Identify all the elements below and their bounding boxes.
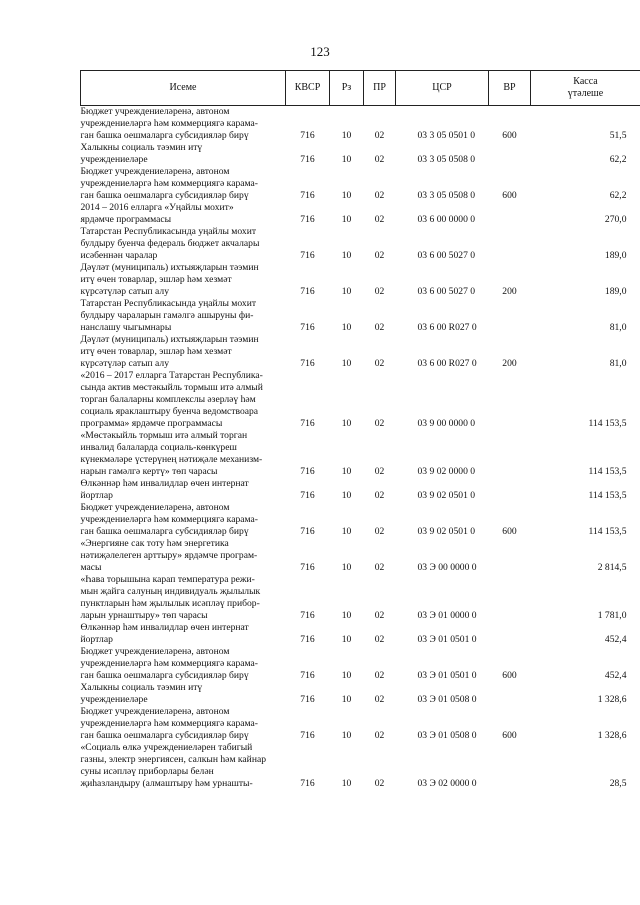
row-name: Бюджет учреждениеләренә, автоном учреждениеләргә һәм коммерциягә карама- ган башка оешмаларга субсидияләр бирү [80, 502, 258, 537]
header-amount-line2: үтәлеше [567, 88, 604, 99]
table-row [81, 142, 640, 166]
table-row [81, 166, 640, 202]
table-row [81, 538, 640, 574]
row-rz: 10 [341, 670, 352, 681]
row-kvsr: 716 [300, 286, 315, 297]
table-row [81, 682, 640, 706]
table-row [81, 742, 640, 790]
row-amount: 189,0 [604, 250, 627, 261]
budget-table [80, 70, 640, 790]
row-name: Татарстан Республикасында уңайлы мохит булдыру чараларын гамәлгә ашыруны фи- нанслашу чыгымнары [80, 298, 257, 333]
row-name: Бюджет учреждениеләренә, автоном учреждениеләргә һәм коммерциягә карама- ган башка оешмаларга субсидияләр бирү [80, 706, 258, 741]
row-amount: 270,0 [604, 214, 627, 225]
row-kvsr: 716 [300, 694, 315, 705]
row-name: Өлкәннәр һәм инвалидлар өчен интернат йортлар [80, 622, 249, 645]
header-amount [531, 71, 640, 106]
row-name: Дәүләт (муниципаль) ихтыяҗларын тәэмин итү өчен товарлар, эшләр һәм хезмәт күрсәтүләр сатып алу [80, 334, 259, 369]
header-name: Исеме [81, 71, 286, 106]
row-amount: 114 153,5 [588, 526, 627, 537]
table-row [81, 298, 640, 334]
row-pr: 02 [374, 490, 385, 501]
header-kvsr: КВСР [286, 71, 330, 106]
row-name: «2016 – 2017 елларга Татарстан Республика- сында актив мөстәкыйль тормыш итә алмый торган балаларны комплекслы әзерләү һәм социаль яраклаштыру буенча ведомствоара программа» ярдәмче программасы [80, 370, 263, 429]
row-name: Өлкәннәр һәм инвалидлар өчен интернат йортлар [80, 478, 249, 501]
row-pr: 02 [374, 778, 385, 789]
table-row [81, 430, 640, 478]
row-rz: 10 [341, 130, 352, 141]
row-csr: 03 Э 01 0501 0 [417, 670, 477, 681]
row-rz: 10 [341, 250, 352, 261]
row-pr: 02 [374, 610, 385, 621]
row-pr: 02 [374, 526, 385, 537]
row-pr: 02 [374, 154, 385, 165]
row-csr: 03 Э 00 0000 0 [417, 562, 477, 573]
row-kvsr: 716 [300, 214, 315, 225]
table-row [81, 478, 640, 502]
row-csr: 03 3 05 0508 0 [417, 154, 476, 165]
table-row [81, 370, 640, 430]
row-name: «Мөстәкыйль тормыш итә алмый торган инвалид балаларда социаль-көнкүреш күнекмәләре үстерүнең нәтиҗәле механизм- нарын гамәлгә кертү» төп чарасы [80, 430, 263, 477]
row-vr: 200 [502, 358, 517, 369]
row-rz: 10 [341, 418, 352, 429]
row-pr: 02 [374, 358, 385, 369]
table-row [81, 334, 640, 370]
row-csr: 03 Э 01 0000 0 [417, 610, 477, 621]
row-kvsr: 716 [300, 154, 315, 165]
row-vr: 600 [502, 526, 517, 537]
row-rz: 10 [341, 214, 352, 225]
row-kvsr: 716 [300, 730, 315, 741]
row-kvsr: 716 [300, 418, 315, 429]
row-kvsr: 716 [300, 466, 315, 477]
table-row [81, 706, 640, 742]
header-rz: Рз [330, 71, 364, 106]
row-kvsr: 716 [300, 358, 315, 369]
row-vr: 600 [502, 730, 517, 741]
row-vr [489, 430, 531, 478]
row-csr: 03 3 05 0508 0 [417, 190, 476, 201]
row-vr [489, 478, 531, 502]
row-rz: 10 [341, 190, 352, 201]
row-rz: 10 [341, 778, 352, 789]
row-pr: 02 [374, 562, 385, 573]
row-amount: 62,2 [609, 190, 627, 201]
row-pr: 02 [374, 250, 385, 261]
row-amount: 1 328,6 [597, 730, 627, 741]
row-kvsr: 716 [300, 562, 315, 573]
page-number: 123 [310, 44, 330, 59]
row-vr [489, 742, 531, 790]
row-name: Бюджет учреждениеләренә, автоном учреждениеләргә һәм коммерциягә карама- ган башка оешмаларга субсидияләр бирү [80, 106, 258, 141]
row-pr: 02 [374, 466, 385, 477]
row-csr: 03 6 00 R027 0 [417, 358, 477, 369]
row-kvsr: 716 [300, 526, 315, 537]
row-pr: 02 [374, 190, 385, 201]
row-kvsr: 716 [300, 490, 315, 501]
row-kvsr: 716 [300, 190, 315, 201]
table-row [81, 202, 640, 226]
row-kvsr: 716 [300, 250, 315, 261]
header-csr: ЦСР [396, 71, 489, 106]
row-rz: 10 [341, 730, 352, 741]
row-rz: 10 [341, 322, 352, 333]
row-kvsr: 716 [300, 322, 315, 333]
row-amount: 189,0 [604, 286, 627, 297]
row-csr: 03 Э 01 0508 0 [417, 694, 477, 705]
row-csr: 03 Э 02 0000 0 [417, 778, 477, 789]
row-vr: 200 [502, 286, 517, 297]
row-pr: 02 [374, 286, 385, 297]
table-header-row [81, 71, 640, 106]
row-vr: 600 [502, 190, 517, 201]
row-csr: 03 9 02 0501 0 [417, 526, 476, 537]
table-body [81, 106, 640, 791]
row-pr: 02 [374, 670, 385, 681]
row-amount: 81,0 [609, 322, 627, 333]
row-amount: 1 781,0 [597, 610, 627, 621]
row-vr [489, 226, 531, 262]
header-pr: ПР [364, 71, 396, 106]
row-rz: 10 [341, 286, 352, 297]
row-csr: 03 9 02 0501 0 [417, 490, 476, 501]
row-name: Дәүләт (муниципаль) ихтыяҗларын тәэмин итү өчен товарлар, эшләр һәм хезмәт күрсәтүләр сатып алу [80, 262, 259, 297]
row-vr [489, 538, 531, 574]
row-csr: 03 9 02 0000 0 [417, 466, 476, 477]
table-row [81, 502, 640, 538]
row-name: Халыкны социаль тәэмин итү учреждениеләре [80, 682, 203, 705]
row-rz: 10 [341, 634, 352, 645]
row-amount: 114 153,5 [588, 490, 627, 501]
table-row [81, 574, 640, 622]
row-amount: 114 153,5 [588, 466, 627, 477]
row-kvsr: 716 [300, 634, 315, 645]
table-row [81, 226, 640, 262]
row-csr: 03 6 00 0000 0 [417, 214, 476, 225]
row-rz: 10 [341, 490, 352, 501]
row-amount: 452,4 [604, 670, 627, 681]
row-kvsr: 716 [300, 610, 315, 621]
table-row [81, 106, 640, 143]
row-csr: 03 9 00 0000 0 [417, 418, 476, 429]
row-rz: 10 [341, 466, 352, 477]
row-name: Татарстан Республикасында уңайлы мохит булдыру буенча федераль бюджет акчалары исәбеннән чаралар [80, 226, 260, 261]
row-pr: 02 [374, 694, 385, 705]
row-csr: 03 6 00 5027 0 [417, 250, 476, 261]
row-rz: 10 [341, 154, 352, 165]
row-kvsr: 716 [300, 670, 315, 681]
row-pr: 02 [374, 634, 385, 645]
row-name: Бюджет учреждениеләренә, автоном учреждениеләргә һәм коммерциягә карама- ган башка оешмаларга субсидияләр бирү [80, 166, 258, 201]
row-vr [489, 682, 531, 706]
row-name: «Һава торышына карап температура режи- мын җайга салуның индивидуаль җылылык пунктларын һәм җылылык исәпләү прибор- ларын урнаштыру» төп чарасы [80, 574, 261, 621]
row-vr: 600 [502, 130, 517, 141]
header-amount-line1: Касса [573, 76, 598, 87]
row-rz: 10 [341, 694, 352, 705]
row-vr [489, 142, 531, 166]
row-amount: 452,4 [604, 634, 627, 645]
row-kvsr: 716 [300, 778, 315, 789]
row-rz: 10 [341, 358, 352, 369]
row-amount: 1 328,6 [597, 694, 627, 705]
table-row [81, 622, 640, 646]
row-pr: 02 [374, 418, 385, 429]
row-pr: 02 [374, 322, 385, 333]
row-amount: 62,2 [609, 154, 627, 165]
header-vr: ВР [489, 71, 531, 106]
row-name: «Социаль өлкә учреждениеләрен табигый газны, электр энергиясен, салкын һәм кайнар суны исәпләү приборлары белән җиһазландыру (алмаштыру һәм урнашты- [80, 742, 267, 789]
row-vr [489, 298, 531, 334]
row-vr [489, 370, 531, 430]
row-csr: 03 Э 01 0501 0 [417, 634, 477, 645]
row-csr: 03 Э 01 0508 0 [417, 730, 477, 741]
table-row [81, 646, 640, 682]
row-name: 2014 – 2016 елларга «Уңайлы мохит» ярдәмче программасы [80, 202, 234, 225]
row-name: «Энергияне сак тоту һәм энергетика нәтиҗәлелеген арттыру» ярдәмче програм- масы [80, 538, 258, 573]
row-vr [489, 622, 531, 646]
row-amount: 28,5 [609, 778, 627, 789]
row-csr: 03 6 00 R027 0 [417, 322, 477, 333]
row-rz: 10 [341, 562, 352, 573]
row-rz: 10 [341, 610, 352, 621]
row-amount: 51,5 [609, 130, 627, 141]
row-amount: 81,0 [609, 358, 627, 369]
row-rz: 10 [341, 526, 352, 537]
row-name: Бюджет учреждениеләренә, автоном учреждениеләргә һәм коммерциягә карама- ган башка оешмаларга субсидияләр бирү [80, 646, 258, 681]
row-vr [489, 574, 531, 622]
row-csr: 03 3 05 0501 0 [417, 130, 476, 141]
row-vr: 600 [502, 670, 517, 681]
row-amount: 2 814,5 [597, 562, 627, 573]
row-pr: 02 [374, 730, 385, 741]
table-row [81, 262, 640, 298]
row-pr: 02 [374, 130, 385, 141]
row-kvsr: 716 [300, 130, 315, 141]
row-name: Халыкны социаль тәэмин итү учреждениеләре [80, 142, 203, 165]
row-amount: 114 153,5 [588, 418, 627, 429]
row-vr [489, 202, 531, 226]
row-csr: 03 6 00 5027 0 [417, 286, 476, 297]
row-pr: 02 [374, 214, 385, 225]
